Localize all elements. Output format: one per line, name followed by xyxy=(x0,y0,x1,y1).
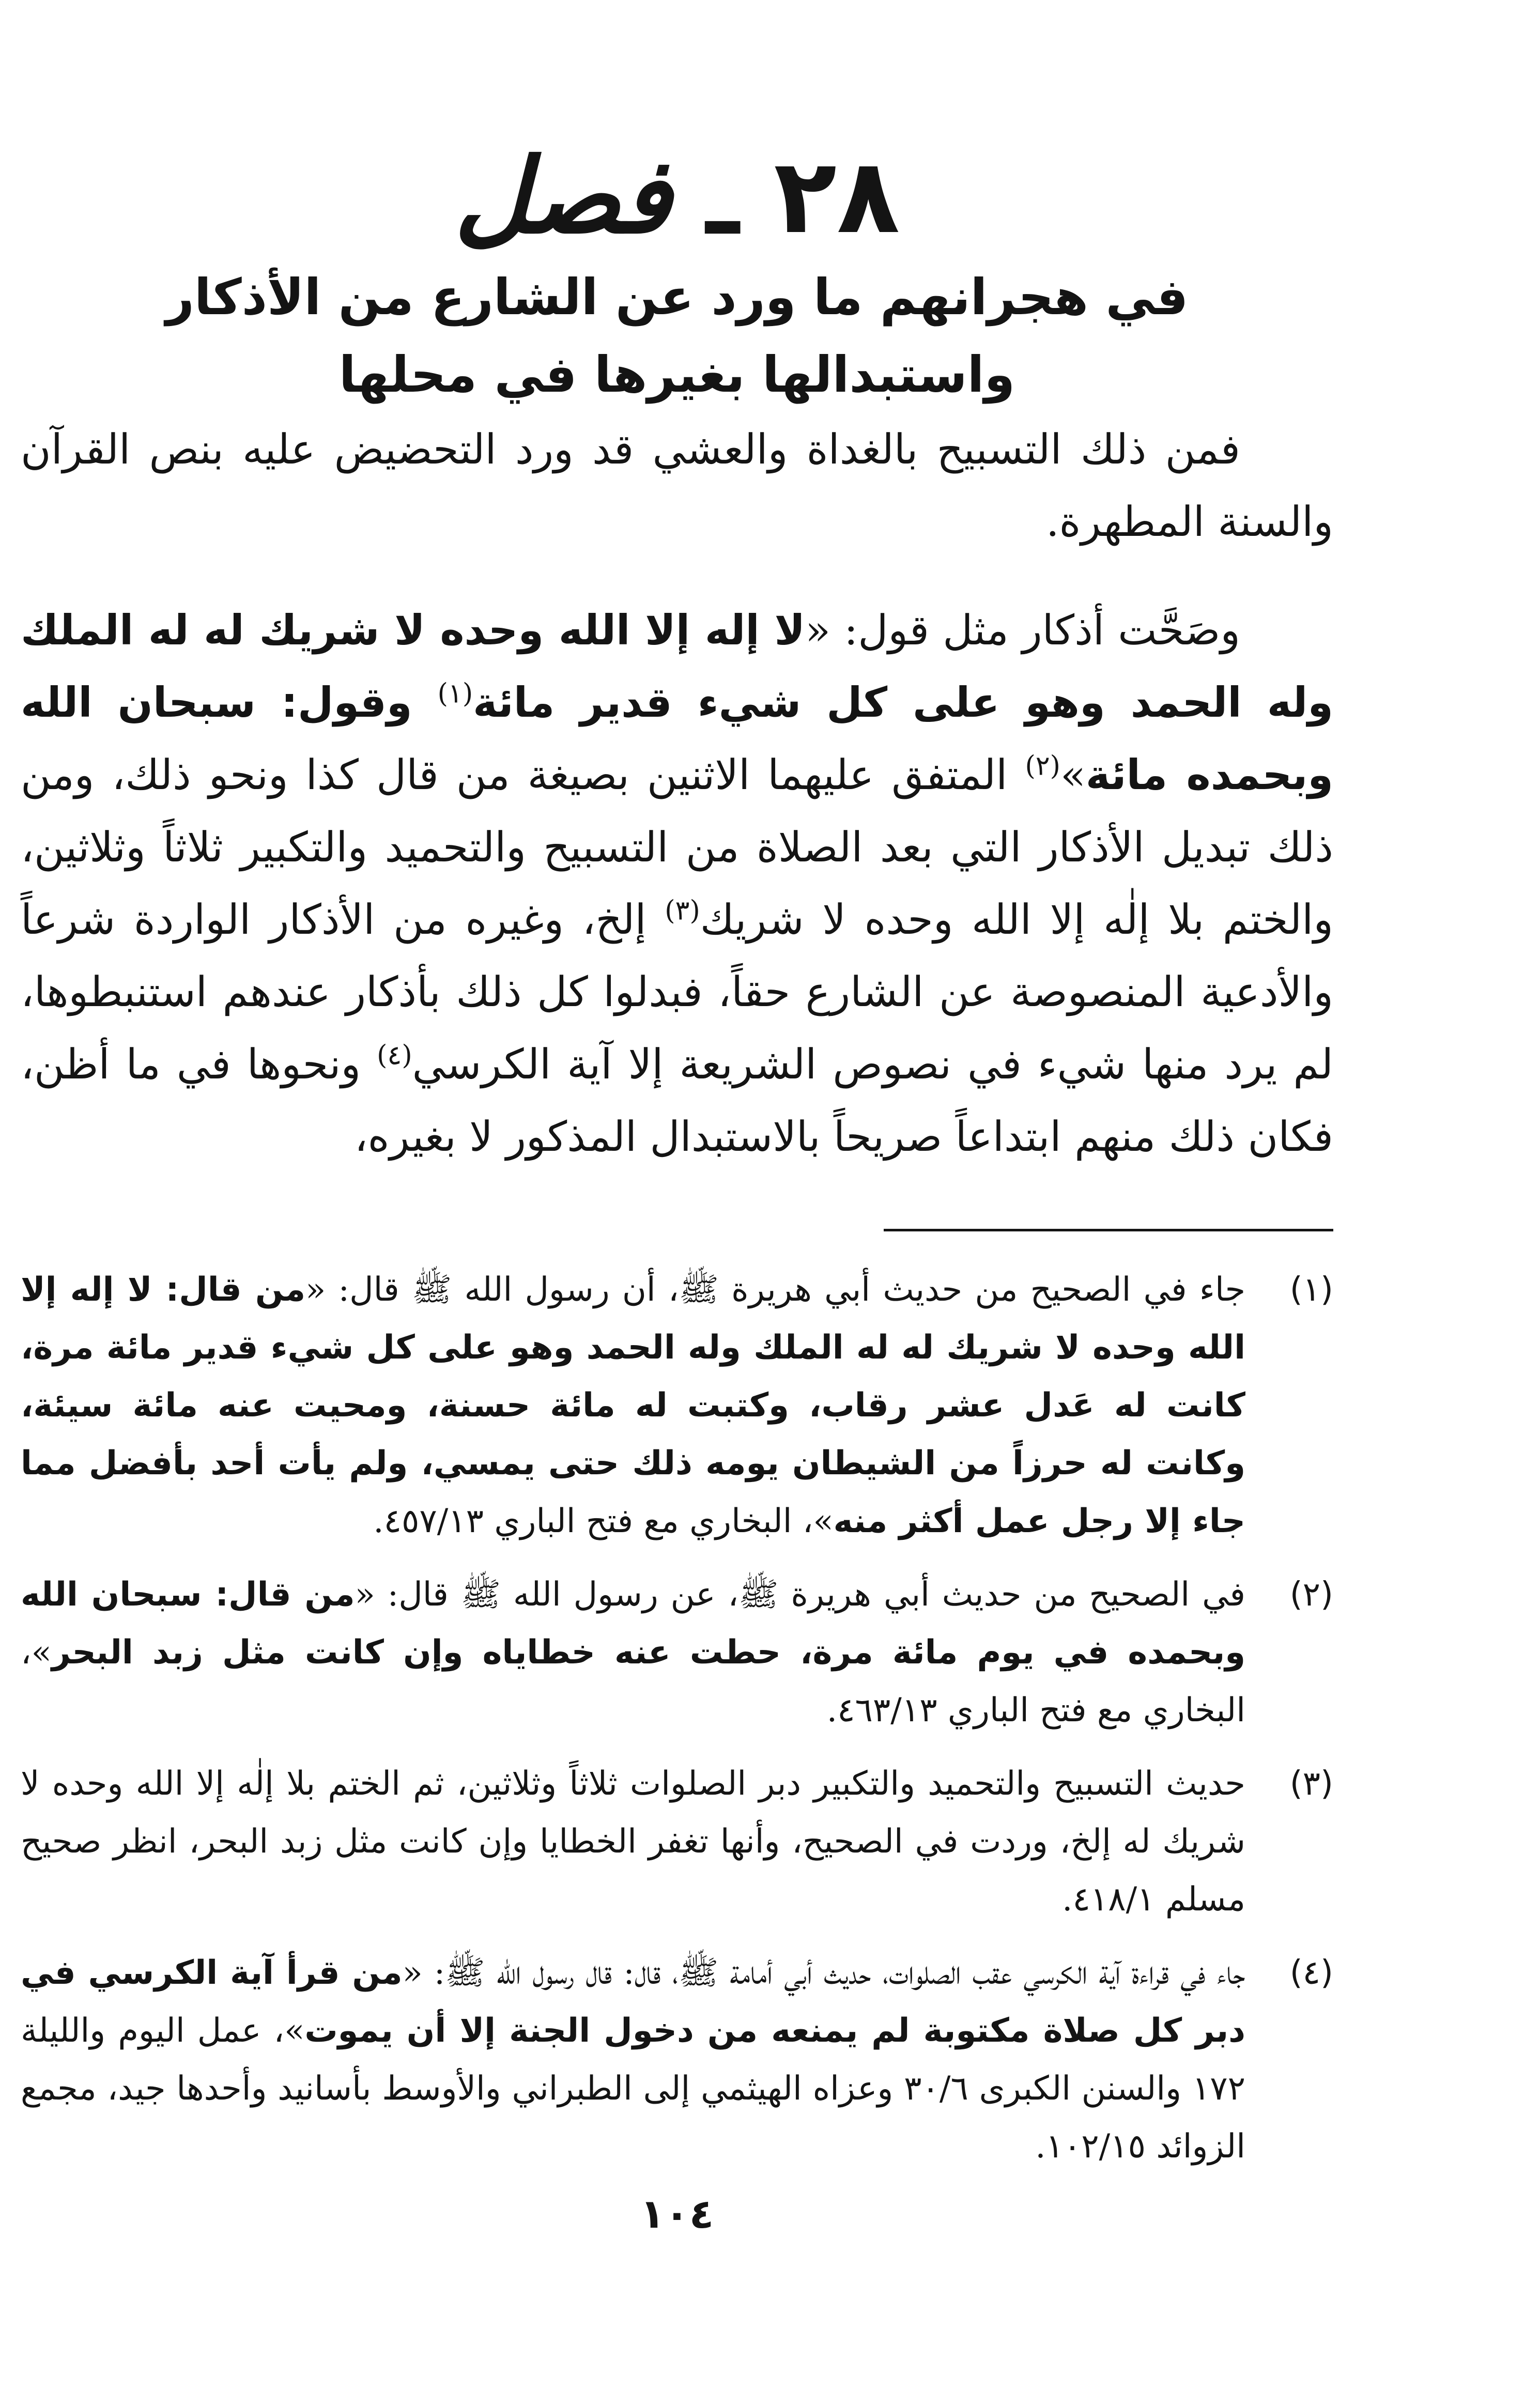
main-text xyxy=(21,413,1333,1173)
footnote-3 xyxy=(21,1755,1333,1928)
footnote-quote: من قال: لا إله إلا الله وحده لا شريك له له الملك وله الحمد وهو على كل شيء قدير مائة مرة، كانت له عَدل عشر رقاب، وكتبت له مائة حسنة، ومحيت عنه مائة سيئة، وكانت له حرزاً من الشيطان يومه ذلك حتى يمسي، ولم يأت أحد بأفضل مما جاء إلا رجل عمل أكثر منه xyxy=(21,1271,1245,1540)
page-number: ١٠٤ xyxy=(640,2191,714,2238)
footnote-quote: من قرأ آية الكرسي في دبر كل صلاة مكتوبة لم يمنعه من دخول الجنة إلا أن يموت xyxy=(21,1954,1246,2050)
p2-bold-1: لا إله إلا الله وحده لا شريك له له الملك وله الحمد وهو على كل شيء قدير مائة xyxy=(21,606,1333,727)
footnote-number: (١) xyxy=(1289,1271,1333,1309)
footnote-text: حديث التسبيح والتحميد والتكبير دبر الصلوات ثلاثاً وثلاثين، ثم الختم بلا إلٰه إلا الله وحده لا شريك له إلخ، وردت في الصحيح، وأنها تغفر الخطايا وإن كانت مثل زبد البحر، انظر صحيح مسلم ٤١٨/١. xyxy=(21,1765,1245,1919)
p2-text-4: إلخ، وغيره من الأذكار الواردة شرعاً والأدعية المنصوصة عن الشارع حقاً، فبدلوا كل ذلك بأذكار عندهم استنبطوها، لم يرد منها شيء في نصوص الشريعة إلا آية الكرسي xyxy=(21,896,1333,1088)
footnote-source: »، عمل اليوم والليلة ١٧٢ والسنن الكبرى ٣٠/٦ وعزاه الهيثمي إلى الطبراني والأوسط بأسانيد وأحدها جيد، مجمع الزوائد ١٠٢/١٥. xyxy=(21,2012,1246,2166)
footnote-4 xyxy=(21,1944,1333,2175)
footnote-source: »، البخاري مع فتح الباري ٤٥٧/١٣. xyxy=(373,1502,834,1540)
footnote-text: جاء في قراءة آية الكرسي عقب الصلوات، حديث أبي أمامة ﷺ، قال: قال رسول الله ﷺ: « xyxy=(402,1954,1246,1992)
chapter-number: ٢٨ xyxy=(774,136,900,257)
footnote-ref-3[interactable]: (٣) xyxy=(665,895,700,927)
paragraph-2 xyxy=(21,594,1333,1173)
footnotes xyxy=(21,1261,1333,2191)
p2-bold-2: وقول: سبحان الله وبحمده مائة xyxy=(21,678,1334,799)
footnote-number: (٢) xyxy=(1289,1576,1333,1614)
section-heading-line-2: واستبدالها بغيرها في محلها xyxy=(338,346,1015,404)
book-page xyxy=(21,0,1333,2407)
footnote-number: (٣) xyxy=(1289,1765,1333,1803)
section-heading-line-1: في هجرانهم ما ورد عن الشارع من الأذكار xyxy=(165,268,1189,326)
p2-text-3: المتفق عليهما الاثنين بصيغة من قال كذا ونحو ذلك، ومن ذلك تبديل الأذكار التي بعد الصلاة من التسبيح والتحميد والتكبير ثلاثاً وثلاثين، والختم بلا إلٰه إلا الله وحده لا شريك xyxy=(21,751,1334,944)
chapter-title xyxy=(21,134,1333,259)
footnote-number: (٤) xyxy=(1289,1954,1333,1992)
p2-text-2: » xyxy=(1060,751,1086,799)
footnote-ref-1[interactable]: (١) xyxy=(437,678,473,709)
footnote-text: في الصحيح من حديث أبي هريرة ﷺ، عن رسول الله ﷺ قال: « xyxy=(355,1576,1246,1614)
chapter-dash: ـ xyxy=(707,135,738,257)
footnote-ref-4[interactable]: (٤) xyxy=(377,1040,412,1071)
footnote-2 xyxy=(21,1566,1333,1739)
paragraph-1: فمن ذلك التسبيح بالغداة والعشي قد ورد التحضيض عليه بنص القرآن والسنة المطهرة. xyxy=(21,425,1333,546)
footnote-source: »، البخاري مع فتح الباري ٤٦٣/١٣. xyxy=(21,1633,1245,1730)
footnote-ref-2[interactable]: (٢) xyxy=(1025,750,1060,782)
p2-text-1: وصَحَّت أذكار مثل قول: « xyxy=(805,606,1241,654)
chapter-word: فصل xyxy=(454,135,672,257)
footnote-1 xyxy=(21,1261,1333,1550)
p2-text-5: ونحوها في ما أظن، فكان ذلك منهم ابتداعاً صريحاً بالاستبدال المذكور لا بغيره، xyxy=(21,1040,1333,1161)
footnote-text: جاء في الصحيح من حديث أبي هريرة ﷺ، أن رسول الله ﷺ قال: « xyxy=(305,1271,1246,1309)
footnote-quote: من قال: سبحان الله وبحمده في يوم مائة مرة، حطت عنه خطاياه وإن كانت مثل زبد البحر xyxy=(21,1576,1245,1672)
footnote-separator xyxy=(884,1229,1333,1231)
